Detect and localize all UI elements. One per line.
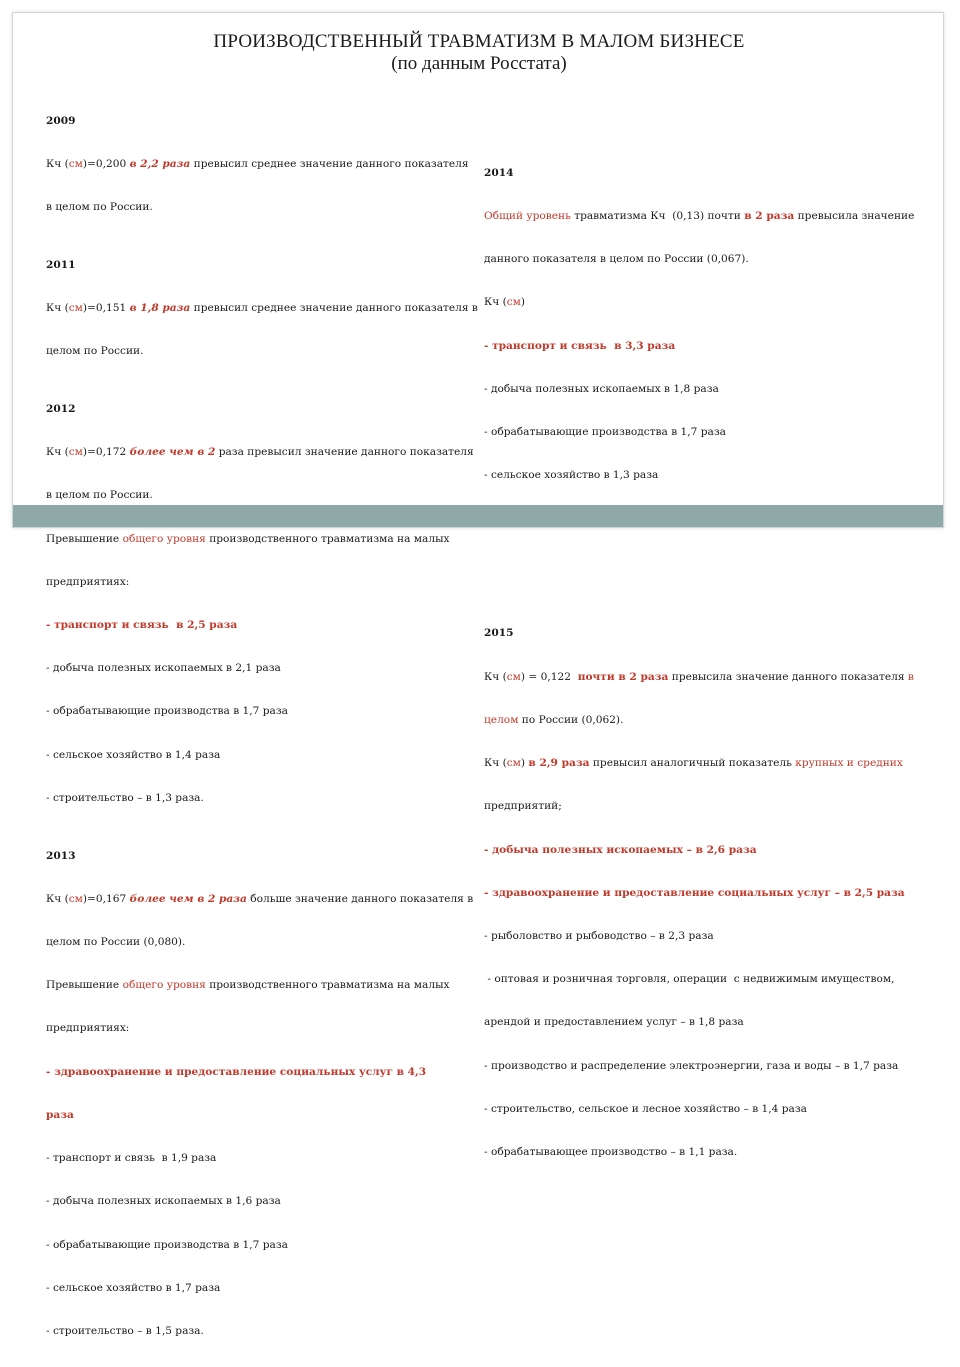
list-item: - обрабатывающие производства в 1,7 раза xyxy=(46,705,288,718)
list-item: - обрабатывающие производства в 1,7 раза xyxy=(46,1238,288,1251)
text-line: Кч (см)=0,200 в 2,2 раза превысил среднее значение данного показателя xyxy=(46,158,469,171)
list-item: - строительство, сельское и лесное хозяйство – в 1,4 раза xyxy=(484,1102,807,1115)
slide-title: ПРОИЗВОДСТВЕННЫЙ ТРАВМАТИЗМ В МАЛОМ БИЗНЕСЕ xyxy=(213,31,745,52)
text-line: целом по России (0,080). xyxy=(46,935,186,948)
slide-subtitle: (по данным Росстата) xyxy=(391,53,567,74)
footer-bar xyxy=(13,505,943,527)
list-item: - строительство – в 1,5 раза. xyxy=(46,1324,204,1337)
list-item: - обрабатывающие производства в 1,7 раза xyxy=(484,426,726,439)
text-line: Кч (см)=0,172 более чем в 2 раза превысил значение данного показателя xyxy=(46,446,474,459)
text-line: предприятий; xyxy=(484,800,562,813)
text-line: Кч (см) xyxy=(484,296,526,309)
title-block xyxy=(13,31,945,75)
text-line: предприятиях: xyxy=(46,575,130,588)
text-line: целом по России (0,062). xyxy=(484,713,624,726)
year-2009: 2009 xyxy=(46,114,76,127)
list-item: - добыча полезных ископаемых в 2,1 раза xyxy=(46,662,281,675)
text-line: в целом по России. xyxy=(46,489,153,502)
left-column xyxy=(46,85,486,1367)
list-item: арендой и предоставлением услуг – в 1,8 раза xyxy=(484,1016,744,1029)
highlight-line: - здравоохранение и предоставление социальных услуг – в 2,5 раза xyxy=(484,886,905,899)
highlight-line: раза xyxy=(46,1108,74,1121)
list-item: - сельское хозяйство в 1,3 раза xyxy=(484,469,659,482)
text-line: Кч (см) в 2,9 раза превысил аналогичный показатель крупных и средних xyxy=(484,757,903,770)
text-line: предприятиях: xyxy=(46,1022,130,1035)
text-line: целом по России. xyxy=(46,345,144,358)
list-item: - производство и распределение электроэнергии, газа и воды – в 1,7 раза xyxy=(484,1059,899,1072)
text-line: Общий уровень травматизма Кч (0,13) почти в 2 раза превысила значение xyxy=(484,210,915,223)
highlight-line: - здравоохранение и предоставление социальных услуг в 4,3 xyxy=(46,1065,427,1078)
text-line: в целом по России. xyxy=(46,201,153,214)
text-line: Кч (см)=0,167 более чем в 2 раза больше значение данного показателя в xyxy=(46,892,474,905)
year-2012: 2012 xyxy=(46,402,76,415)
text-line: Кч (см)=0,151 в 1,8 раза превысил среднее значение данного показателя в xyxy=(46,302,478,315)
slide-frame xyxy=(12,12,944,1337)
list-item: - рыболовство и рыбоводство – в 2,3 раза xyxy=(484,929,714,942)
list-item: - оптовая и розничная торговля, операции с недвижимым имуществом, xyxy=(484,973,895,986)
text-line: данного показателя в целом по России (0,067). xyxy=(484,253,749,266)
list-item: - строительство – в 1,3 раза. xyxy=(46,791,204,804)
year-2011: 2011 xyxy=(46,258,76,271)
list-item: - сельское хозяйство в 1,7 раза xyxy=(46,1281,221,1294)
highlight-line: - транспорт и связь в 2,5 раза xyxy=(46,619,238,632)
list-item: - добыча полезных ископаемых в 1,8 раза xyxy=(484,382,719,395)
text-line: Превышение общего уровня производственного травматизма на малых xyxy=(46,979,450,992)
list-item: - добыча полезных ископаемых в 1,6 раза xyxy=(46,1195,281,1208)
year-2014: 2014 xyxy=(484,166,514,179)
spacer xyxy=(484,569,924,583)
list-item: - транспорт и связь в 1,9 раза xyxy=(46,1152,217,1165)
text-line: Кч (см) = 0,122 почти в 2 раза превысила значение данного показателя в xyxy=(484,670,914,683)
year-2015: 2015 xyxy=(484,627,514,640)
highlight-line: - добыча полезных ископаемых – в 2,6 раза xyxy=(484,843,757,856)
year-2013: 2013 xyxy=(46,849,76,862)
text-line: Превышение общего уровня производственного травматизма на малых xyxy=(46,532,450,545)
list-item: - сельское хозяйство в 1,4 раза xyxy=(46,748,221,761)
list-item: - обрабатывающее производство – в 1,1 раза. xyxy=(484,1146,738,1159)
highlight-line: - транспорт и связь в 3,3 раза xyxy=(484,339,676,352)
right-column xyxy=(484,137,924,1188)
